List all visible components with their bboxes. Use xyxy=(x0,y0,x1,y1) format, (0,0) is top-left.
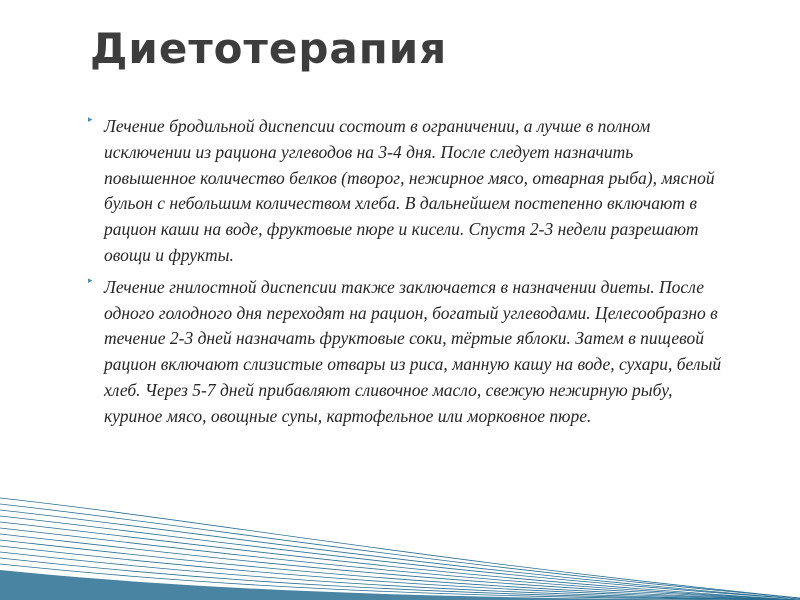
slide-content xyxy=(88,114,728,436)
bullet-text: Лечение гнилостной диспепсии также заключается в назначении диеты. После одного голодного дня переходят на рацион, богатый углеводами. Целесообразно в течение 2-3 дней назначать фруктовые соки, тёртые яблоки. Затем в пищевой рацион включают слизистые отвары из риса, манную кашу на воде, сухари, белый хлеб. Через 5-7 дней прибавляют сливочное масло, свежую нежирную рыбу, куриное мясо, овощные супы, картофельное или морковное пюре. xyxy=(104,276,722,426)
decorative-wave-lines xyxy=(0,490,800,600)
bullet-text: Лечение бродильной диспепсии состоит в ограничении, а лучше в полном исключении из рациона углеводов на 3-4 дня. После следует назначить повышенное количество белков (творог, нежирное мясо, отварная рыба), мясной бульон с небольшим количеством хлеба. В дальнейшем постепенно включают в рацион каши на воде, фруктовые пюре и кисели. Спустя 2-3 недели разрешают овощи и фрукты. xyxy=(104,116,715,265)
bullet-arrow-icon: ▸ xyxy=(88,274,93,285)
bullet-item xyxy=(88,114,728,269)
bullet-item xyxy=(88,275,728,430)
bullet-arrow-icon: ▸ xyxy=(88,114,93,124)
slide-title: Диетотерапия xyxy=(90,24,448,73)
